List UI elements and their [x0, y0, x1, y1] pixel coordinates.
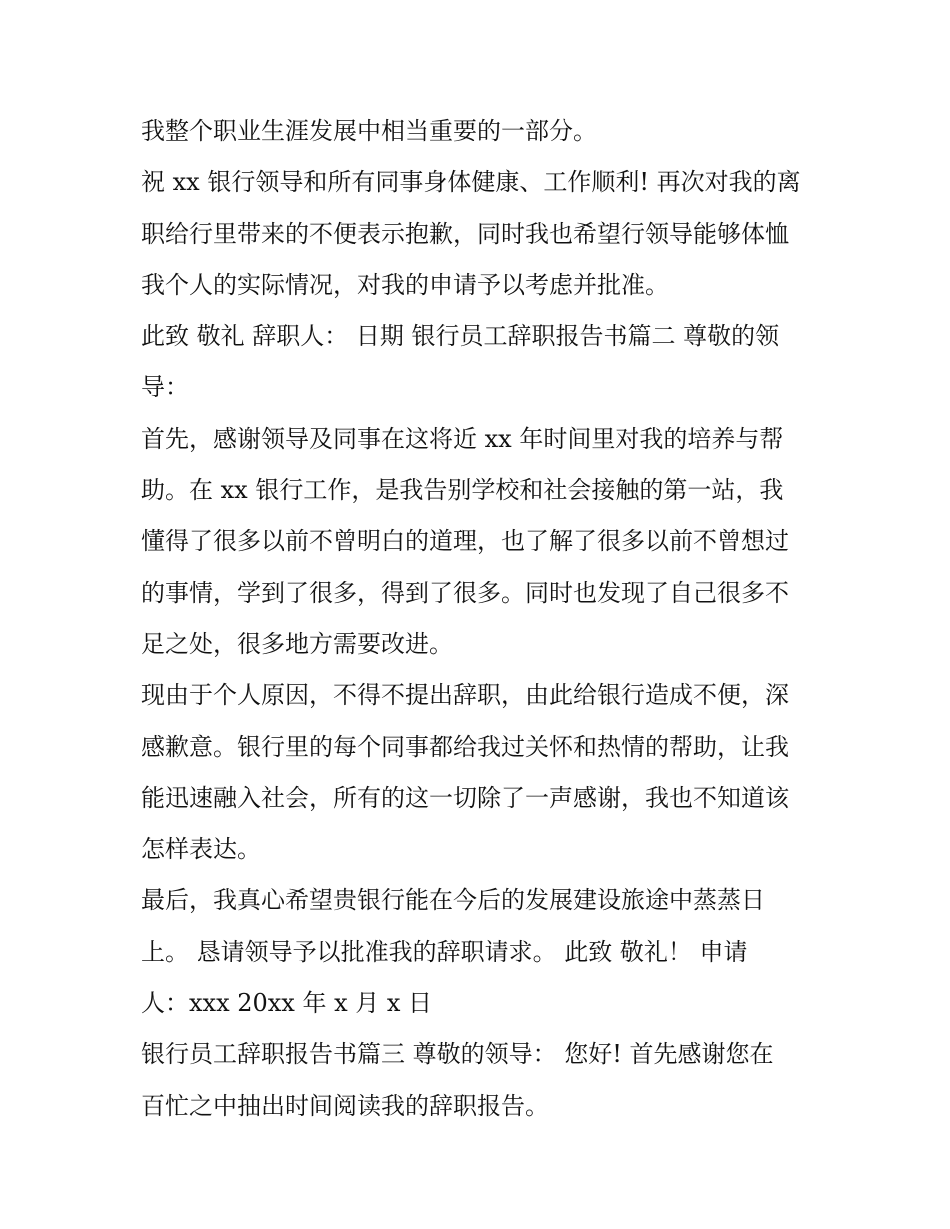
text-line: 我整个职业生涯发展中相当重要的一部分。 [141, 117, 597, 145]
text-line: 百忙之中抽出时间阅读我的辞职报告。 [141, 1091, 549, 1120]
text-line: 能迅速融入社会，所有的这一切除了一声感谢，我也不知道该 [141, 783, 789, 812]
text-line: 怎样表达。 [141, 835, 261, 864]
text-line: 现由于个人原因，不得不提出辞职，由此给银行造成不便，深 [141, 681, 789, 710]
text-line: 我个人的实际情况，对我的申请予以考虑并批准。 [141, 270, 669, 299]
text-line: 人：xxx 20xx 年 x 月 x 日 [141, 989, 433, 1018]
text-line: 的事情，学到了很多，得到了很多。同时也发现了自己很多不 [141, 578, 789, 607]
text-line: 此致 敬礼 辞职人： 日期 银行员工辞职报告书篇二 尊敬的领 [141, 322, 780, 351]
text-line: 最后，我真心希望贵银行能在今后的发展建设旅途中蒸蒸日 [141, 886, 765, 915]
text-line: 首先，感谢领导及同事在这将近 xx 年时间里对我的培养与帮 [141, 424, 784, 453]
text-line: 职给行里带来的不便表示抱歉，同时我也希望行领导能够体恤 [141, 219, 789, 248]
document-body [141, 106, 821, 1132]
text-line: 懂得了很多以前不曾明白的道理，也了解了很多以前不曾想过 [141, 527, 789, 556]
text-line: 感歉意。银行里的每个同事都给我过关怀和热情的帮助，让我 [141, 732, 789, 761]
text-line: 足之处，很多地方需要改进。 [141, 629, 453, 658]
text-line: 助。在 xx 银行工作，是我告别学校和社会接触的第一站，我 [141, 476, 784, 505]
text-line: 祝 xx 银行领导和所有同事身体健康、工作顺利! 再次对我的离 [141, 168, 801, 197]
text-line: 导： [141, 373, 189, 402]
text-line: 上。 恳请领导予以批准我的辞职请求。 此致 敬礼！ 申请 [141, 937, 748, 966]
text-line: 银行员工辞职报告书篇三 尊敬的领导： 您好! 首先感谢您在 [141, 1040, 774, 1069]
